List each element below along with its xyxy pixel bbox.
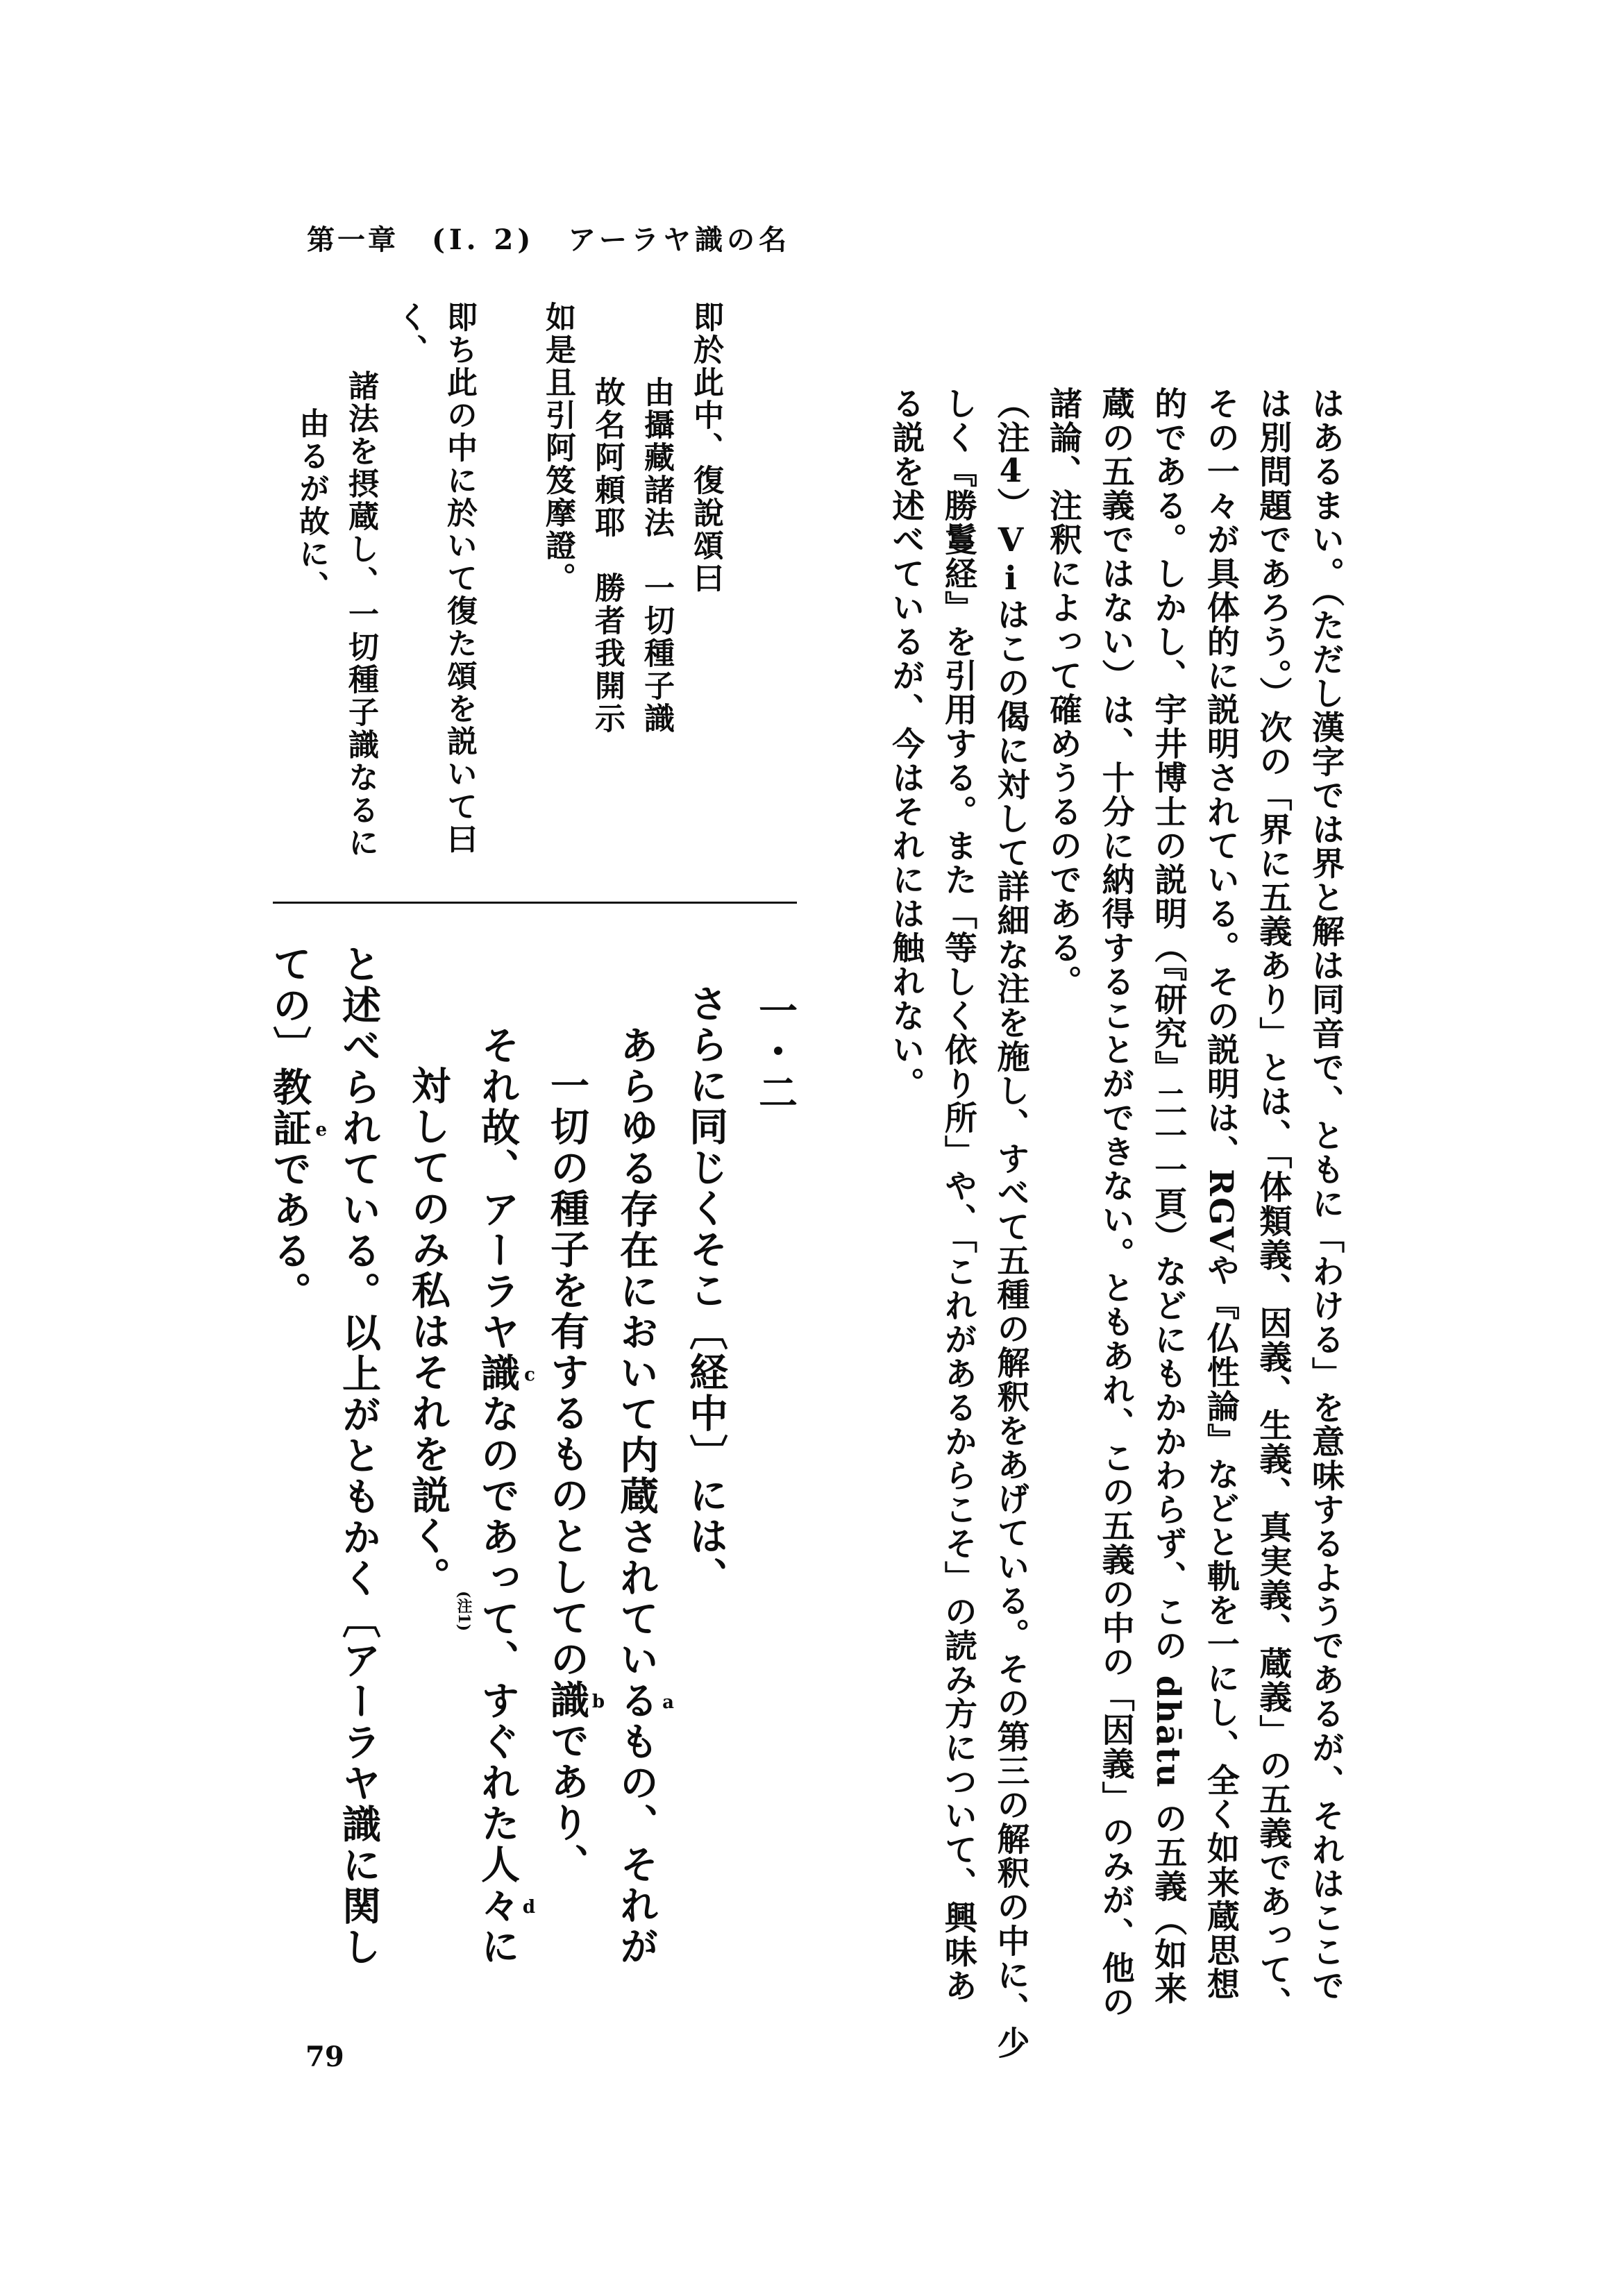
text-column — [932, 387, 984, 2060]
running-header-chapter: 第一章 — [307, 223, 398, 256]
text-run: 対してのみ私はそれを説く。 — [405, 1065, 451, 1598]
text-run: 如是且引阿笈摩證。 — [540, 301, 575, 595]
text-column — [1036, 387, 1089, 2060]
text-run: は別問題であろう。）次の「界に五義あり」とは、「体類義、因義、生義、真実義、蔵義」の五義であって、 — [1254, 387, 1293, 2020]
text-column — [1299, 387, 1352, 2060]
text-column — [582, 301, 632, 859]
text-column — [1089, 387, 1142, 2060]
latin-term: dhātu — [1149, 1675, 1188, 1789]
text-run: であり、 — [544, 1721, 590, 1884]
text-run: 一切の種子を有するものとしての識 — [544, 1065, 590, 1721]
marker-label: d — [522, 1897, 535, 1918]
text-run: （注 — [991, 387, 1030, 455]
latin-term: RGV — [1201, 1169, 1240, 1253]
running-header-section-ref: (I. 2) — [432, 223, 535, 256]
text-run: あらゆる存在において内蔵されている — [614, 1025, 659, 1721]
text-column — [984, 387, 1037, 2060]
text-run: しく『勝鬘経』を引用する。また「等しく依り所」や、「これがあるからこそ」の読み方について、興味あ — [939, 387, 977, 2003]
text-run: はこの偈に対して詳細な注を施し、すべて五種の解釈をあげている。その第三の解釈の中に、少 — [991, 598, 1030, 2060]
text-column — [1247, 387, 1300, 2060]
footnote-text-block — [880, 387, 1352, 2060]
text-column — [385, 301, 435, 859]
text-run: それ故、アーラヤ識 — [475, 1025, 521, 1394]
text-run: 即於此中、復說頌曰 — [688, 301, 723, 595]
section-divider-rule — [273, 902, 797, 904]
text-run: と述べられている。以上がともかく〔アーラヤ識に関し — [336, 944, 382, 1968]
text-column — [533, 301, 582, 859]
text-column — [255, 944, 327, 1968]
marker-label: a — [662, 1692, 674, 1713]
marker-label: c — [524, 1365, 535, 1385]
running-header-title: アーラヤ識の名 — [568, 223, 791, 256]
text-run: ） — [991, 487, 1030, 521]
text-run: ての〕教証 — [267, 944, 312, 1149]
text-column — [1142, 387, 1195, 2060]
text-column — [324, 944, 394, 1968]
text-run: 即ち此の中に於いて復た頌を説いて曰 — [442, 301, 477, 856]
text-column — [602, 944, 674, 1968]
text-run: 由るが故に、 — [294, 407, 329, 603]
text-column — [435, 301, 484, 859]
text-column — [681, 301, 730, 859]
text-column — [671, 944, 741, 1968]
text-column — [287, 301, 336, 859]
text-run: 諸法を摂蔵し、一切種子識なるに — [343, 370, 378, 859]
text-column — [532, 944, 605, 1968]
text-run: 由攝藏諸法 一切種子識 — [639, 376, 674, 735]
section-heading — [741, 944, 810, 1968]
section-1-2-text — [255, 944, 810, 1968]
text-run: に — [475, 1926, 521, 1967]
text-run: もの、それが — [614, 1721, 659, 1967]
marker-label: (注1) — [455, 1591, 473, 1632]
text-run: 的である。しかし、宇井博士の説明（『研究』二一一頁）などにもかかわらず、この — [1149, 387, 1188, 1675]
text-run: く、 — [392, 301, 428, 366]
text-column — [1194, 387, 1247, 2060]
text-column — [394, 944, 473, 1968]
text-run: 蔵の五義ではない）は、十分に納得することができない。ともあれ、この五義の中の「因義」のみが、他の — [1096, 387, 1135, 2019]
text-run: る説を述べているが、今はそれには触れない。 — [886, 387, 925, 1101]
note-number: 4 — [999, 455, 1023, 487]
text-run: さらに同じくそこ〔経中〕には、 — [683, 984, 729, 1598]
text-run: 諸論、注釈によって確めうるのである。 — [1044, 387, 1083, 999]
text-run: の五義（如来 — [1149, 1789, 1188, 2006]
marker-label: e — [315, 1120, 327, 1140]
text-run: 一・二 — [752, 990, 798, 1113]
text-run: なのであって、すぐれた人々 — [475, 1394, 521, 1926]
text-column — [336, 301, 385, 859]
latin-abbrev: Vi — [991, 521, 1030, 598]
text-run: その一々が具体的に説明されている。その説明は、 — [1201, 387, 1240, 1169]
text-column — [880, 387, 932, 2060]
text-run: 故名阿頼耶 勝者我開示 — [589, 376, 625, 735]
text-run: である。 — [267, 1149, 312, 1312]
text-column — [632, 301, 681, 859]
marker-label: b — [591, 1691, 605, 1712]
text-run: はあるまい。（ただし漢字では界と解は同音で、ともに「わける」を意味するようであるが、それはここで — [1306, 387, 1345, 2003]
page-number: 79 — [305, 2041, 344, 2073]
running-header — [307, 218, 791, 258]
text-run: や『仏性論』などと軌を一にし、全く如来蔵思想 — [1201, 1253, 1240, 2002]
quoted-verse-block — [287, 301, 730, 859]
text-column — [463, 944, 535, 1968]
